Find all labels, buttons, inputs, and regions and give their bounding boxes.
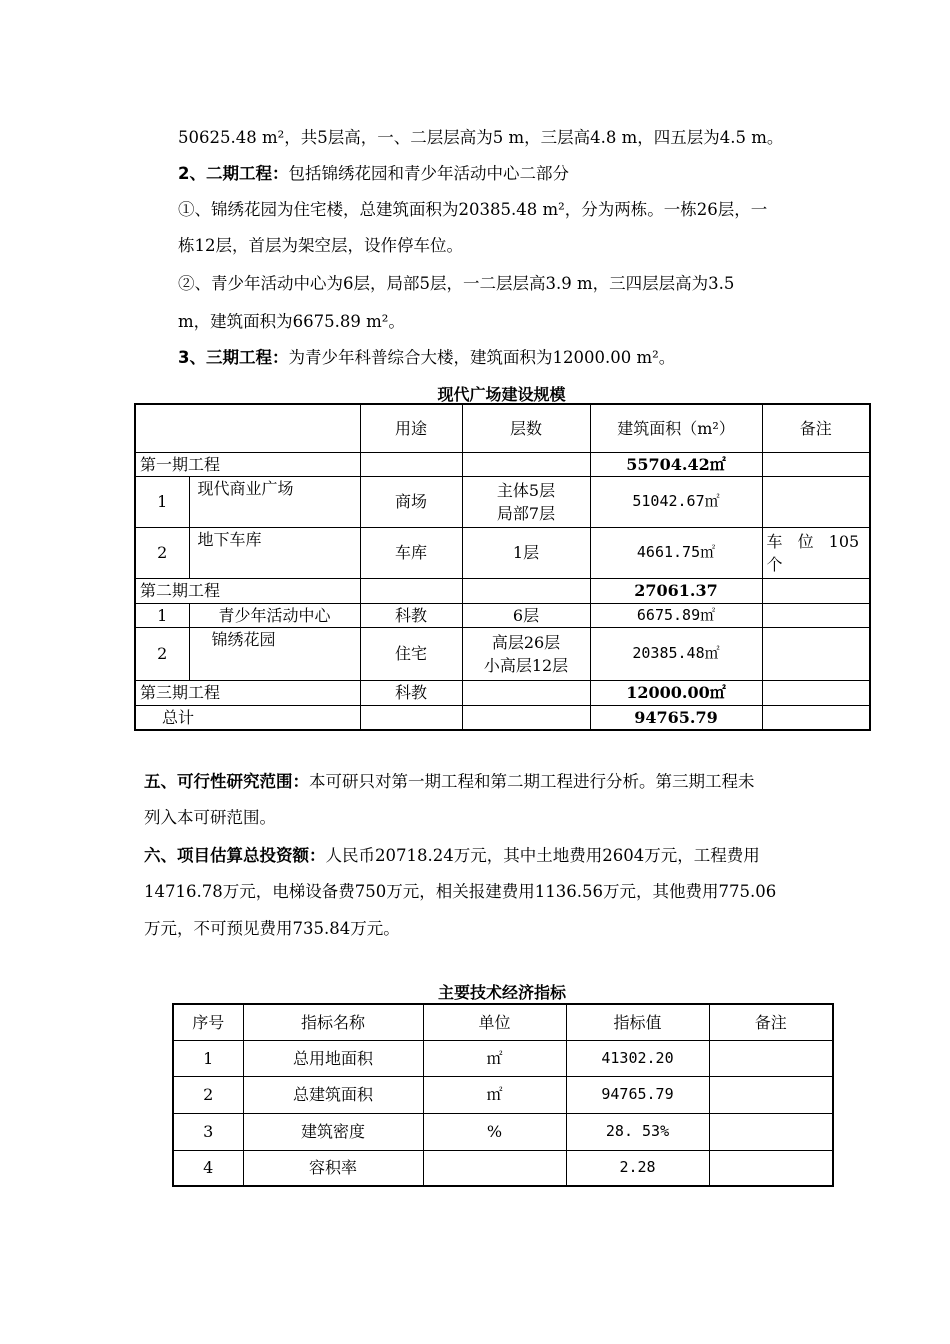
table2-header-cell: 序号 (173, 1004, 243, 1040)
paragraph-phase1-area: 50625.48 m²，共5层高，一、二层层高为5 m，三层高4.8 m，四五层为4.5 m。 (178, 128, 784, 147)
floors-line: 局部7层 (496, 503, 556, 523)
area-cell: 4661.75㎡ (590, 527, 762, 578)
unit-cell: % (423, 1113, 566, 1150)
use-cell: 商场 (360, 476, 462, 527)
table1-header-cell: 层数 (462, 404, 590, 452)
table-cell (762, 705, 870, 730)
row-number: 1 (135, 476, 189, 527)
paragraph-item1-line2: 栋12层，首层为架空层，设作停车位。 (178, 236, 463, 255)
unit-cell (423, 1150, 566, 1186)
value-cell: 41302.20 (566, 1040, 709, 1076)
table2-header-cell: 指标值 (566, 1004, 709, 1040)
table2-row (173, 1040, 833, 1076)
row-number: 4 (173, 1150, 243, 1186)
table-cell (360, 452, 462, 476)
note-cell (709, 1113, 833, 1150)
section5-heading: 五、可行性研究范围： (144, 772, 309, 791)
table1-phase-row (135, 452, 870, 476)
note-cell (709, 1076, 833, 1113)
note-cell (709, 1150, 833, 1186)
paragraph-phase2 (178, 156, 868, 192)
paragraph-phase3 (178, 340, 868, 376)
table2-row (173, 1113, 833, 1150)
table1-caption: 现代广场建设规模 (437, 385, 566, 404)
area-cell: 20385.48㎡ (590, 627, 762, 680)
section6-line3: 万元，不可预见费用735.84万元。 (144, 919, 400, 938)
table-cell (762, 680, 870, 705)
floors-line: 主体5层 (496, 480, 556, 500)
value-cell: 28. 53% (566, 1113, 709, 1150)
row-number: 2 (135, 527, 189, 578)
phase-area: 27061.37 (590, 578, 762, 603)
phase-label: 第一期工程 (135, 452, 360, 476)
table1-row (135, 527, 870, 578)
table1-row (135, 476, 870, 527)
section6-line2: 14716.78万元，电梯设备费750万元，相关报建费用1136.56万元，其他费用775.06 (144, 882, 777, 901)
table-cell (462, 578, 590, 603)
floors-cell: 1层 (462, 527, 590, 578)
table1-header-cell: 用途 (360, 404, 462, 452)
table2-row (173, 1076, 833, 1113)
table1-header-cell: 备注 (762, 404, 870, 452)
table2-header-cell: 指标名称 (243, 1004, 423, 1040)
use-cell: 车库 (360, 527, 462, 578)
phase3-heading: 3、三期工程： (178, 348, 289, 367)
phase2-text: 包括锦绣花园和青少年活动中心二部分 (288, 164, 569, 183)
table1-row (135, 603, 870, 627)
table1-header-row (135, 404, 870, 452)
note-cell (709, 1040, 833, 1076)
floors-cell: 6层 (462, 603, 590, 627)
table2-header-cell: 单位 (423, 1004, 566, 1040)
note-cell (762, 476, 870, 527)
indicator-name: 总建筑面积 (243, 1076, 423, 1113)
project-name: 青少年活动中心 (189, 603, 360, 627)
section6-text: 人民币20718.24万元，其中土地费用2604万元，工程费用 (325, 846, 760, 865)
table-cell (462, 452, 590, 476)
area-cell: 51042.67㎡ (590, 476, 762, 527)
area-cell: 6675.89㎡ (590, 603, 762, 627)
indicator-name: 建筑密度 (243, 1113, 423, 1150)
value-cell: 94765.79 (566, 1076, 709, 1113)
phase-label: 第三期工程 (135, 680, 360, 705)
floors-line: 小高层12层 (483, 655, 569, 675)
table2-row (173, 1150, 833, 1186)
total-label: 总计 (135, 705, 360, 730)
use-cell: 科教 (360, 680, 462, 705)
use-cell: 科教 (360, 603, 462, 627)
section5-line2: 列入本可研范围。 (144, 808, 276, 827)
section5-line1 (144, 764, 864, 800)
floors-cell (462, 476, 590, 527)
table1-phase-row (135, 578, 870, 603)
table1-header-blank (135, 404, 360, 452)
phase3-text: 为青少年科普综合大楼，建筑面积为12000.00 m²。 (288, 348, 676, 367)
note-cell: 车 位 105个 (762, 527, 870, 578)
table-cell (360, 705, 462, 730)
tech-indicators-table (172, 1003, 834, 1187)
paragraph-item1-line1: ①、锦绣花园为住宅楼，总建筑面积为20385.48 m²，分为两栋。一栋26层，一 (178, 200, 768, 219)
project-name: 现代商业广场 (189, 476, 360, 527)
paragraph-item2-line2: m，建筑面积为6675.89 m²。 (178, 312, 405, 331)
phase-label: 第二期工程 (135, 578, 360, 603)
project-name: 地下车库 (189, 527, 360, 578)
table1-phase-row (135, 680, 870, 705)
section5-text: 本可研只对第一期工程和第二期工程进行分析。第三期工程未 (309, 772, 755, 791)
row-number: 1 (135, 603, 189, 627)
table1-total-row (135, 705, 870, 730)
floors-cell (462, 627, 590, 680)
table2-header-cell: 备注 (709, 1004, 833, 1040)
phase-area: 12000.00㎡ (590, 680, 762, 705)
table-cell (462, 705, 590, 730)
paragraph-item2-line1: ②、青少年活动中心为6层，局部5层，一二层层高3.9 m，三四层层高为3.5 (178, 274, 735, 293)
phase2-heading: 2、二期工程： (178, 164, 289, 183)
table2-caption: 主要技术经济指标 (437, 983, 566, 1002)
project-name: 锦绣花园 (189, 627, 360, 680)
indicator-name: 容积率 (243, 1150, 423, 1186)
table2-header-row (173, 1004, 833, 1040)
table1-row (135, 627, 870, 680)
row-number: 2 (173, 1076, 243, 1113)
row-number: 1 (173, 1040, 243, 1076)
table-cell (762, 578, 870, 603)
table-cell (762, 452, 870, 476)
use-cell: 住宅 (360, 627, 462, 680)
unit-cell: ㎡ (423, 1076, 566, 1113)
row-number: 2 (135, 627, 189, 680)
value-cell: 2.28 (566, 1150, 709, 1186)
section6-line1 (144, 838, 864, 874)
floors-line: 高层26层 (491, 632, 561, 652)
row-number: 3 (173, 1113, 243, 1150)
construction-scale-table (134, 403, 871, 731)
table-cell (462, 680, 590, 705)
phase-area: 55704.42㎡ (590, 452, 762, 476)
note-cell (762, 627, 870, 680)
section6-heading: 六、项目估算总投资额： (144, 846, 326, 865)
indicator-name: 总用地面积 (243, 1040, 423, 1076)
table-cell (360, 578, 462, 603)
total-area: 94765.79 (590, 705, 762, 730)
unit-cell: ㎡ (423, 1040, 566, 1076)
table1-header-cell: 建筑面积（m²） (590, 404, 762, 452)
note-cell (762, 603, 870, 627)
